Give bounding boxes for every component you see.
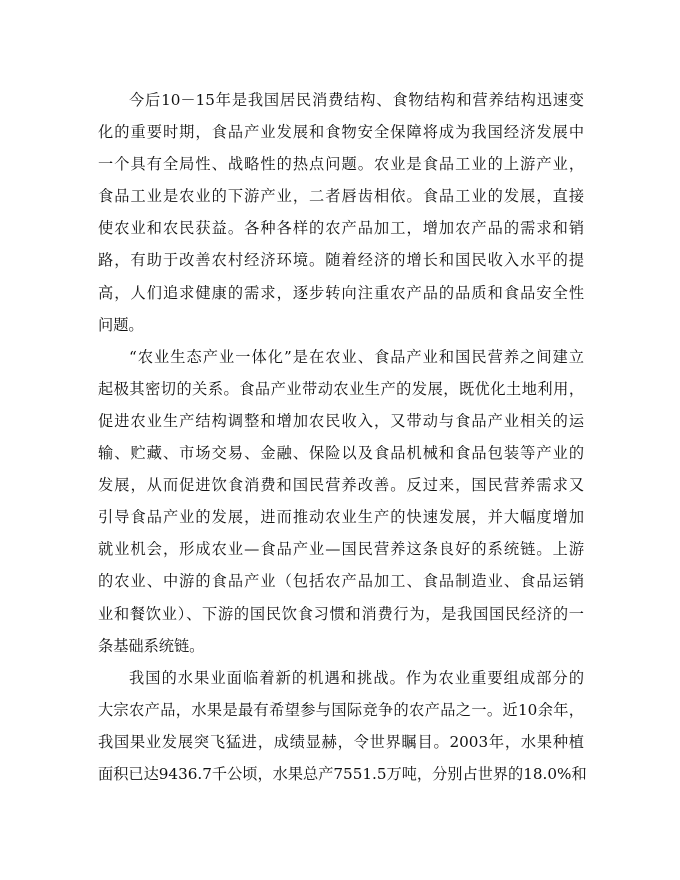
paragraph-1-line-6: 路，有助于改善农村经济环境。随着经济的增长和国民收入水平的提 (98, 251, 584, 270)
document-body (98, 84, 587, 790)
paragraph-2-line-8: 的农业、中游的食品产业（包括农产品加工、食品制造业、食品运销 (98, 572, 584, 591)
paragraph-2-line-5: 发展，从而促进饮食消费和国民营养改善。反过来，国民营养需求又 (98, 476, 584, 495)
paragraph-1-line-1: 今后10－15年是我国居民消费结构、食物结构和营养结构迅速变 (129, 91, 584, 109)
paragraph-3-line-1: 我国的水果业面临着新的机遇和挑战。作为农业重要组成部分的 (129, 668, 584, 687)
paragraph-2-line-3: 促进农业生产结构调整和增加农民收入，又带动与食品产业相关的运 (98, 411, 584, 430)
paragraph-1-line-8: 问题。 (98, 315, 144, 334)
paragraph-2-line-6: 引导食品产业的发展，进而推动农业生产的快速发展，并大幅度增加 (98, 508, 584, 527)
paragraph-2-line-1: “农业生态产业一体化”是在农业、食品产业和国民营养之间建立 (129, 347, 584, 366)
paragraph-2-line-4: 输、贮藏、市场交易、金融、保险以及食品机械和食品包装等产业的 (98, 444, 584, 463)
paragraph-1-line-4: 食品工业是农业的下游产业，二者唇齿相依。食品工业的发展，直接 (98, 187, 584, 206)
paragraph-2-line-2: 起极其密切的关系。食品产业带动农业生产的发展，既优化土地利用， (98, 379, 584, 398)
paragraph-3-line-4: 面积已达9436.7千公顷，水果总产7551.5万吨，分别占世界的18.0%和 (98, 764, 587, 783)
paragraph-1-line-3: 一个具有全局性、战略性的热点问题。农业是食品工业的上游产业， (98, 155, 584, 174)
paragraph-3-line-2: 大宗农产品，水果是最有希望参与国际竞争的农产品之一。近10余年， (98, 700, 584, 719)
paragraph-2-line-7: 就业机会，形成农业—食品产业—国民营养这条良好的系统链。上游 (98, 540, 584, 559)
paragraph-3-line-3: 我国果业发展突飞猛进，成绩显赫，令世界瞩目。2003年，水果种植 (98, 732, 584, 751)
paragraph-1-line-5: 使农业和农民获益。各种各样的农产品加工，增加农产品的需求和销 (98, 219, 584, 238)
paragraph-1-line-2: 化的重要时期，食品产业发展和食物安全保障将成为我国经济发展中 (98, 123, 584, 142)
paragraph-2-line-10: 条基础系统链。 (98, 636, 205, 655)
paragraph-1-line-7: 高，人们追求健康的需求，逐步转向注重农产品的品质和食品安全性 (98, 283, 584, 302)
paragraph-2-line-9: 业和餐饮业）、下游的国民饮食习惯和消费行为，是我国国民经济的一 (98, 604, 584, 623)
